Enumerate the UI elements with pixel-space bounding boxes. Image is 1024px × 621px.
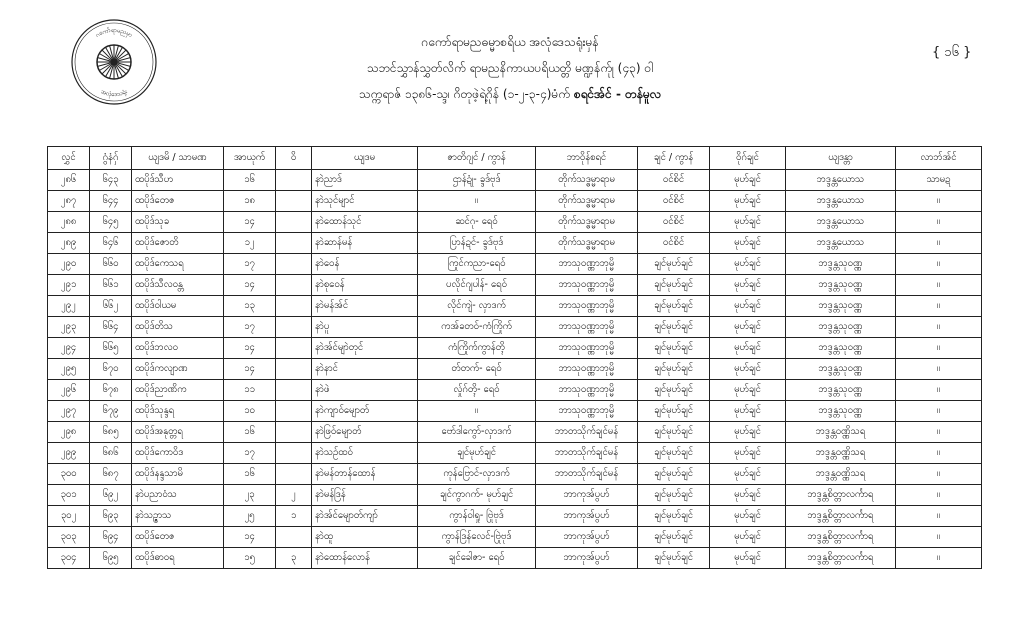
table-cell: [276, 422, 312, 443]
table-cell: ၁၅: [224, 548, 276, 569]
table-cell: ဘာသုဝဏ္ဏာဘုမ္မိ: [536, 401, 638, 422]
table-cell: ၆၉၂: [90, 485, 132, 506]
table-cell: ။: [418, 191, 536, 212]
table-cell: ။: [896, 401, 982, 422]
table-row: [48, 506, 982, 527]
table-cell: နာဲနာင်: [312, 359, 418, 380]
table-cell: ဘဒ္ဒန္တသုဝဏ္ဏ: [786, 296, 896, 317]
table-cell: ချင်မုဟ်ချင်: [418, 443, 536, 464]
table-cell: ချင်မုဟ်ချင်: [638, 359, 710, 380]
table-cell: ဘဒ္ဒန္တယောသ: [786, 191, 896, 212]
column-header: ယျဒမိ / သာမဏ: [132, 147, 224, 170]
table-cell: ဘဒ္ဒန္တသုဝဏ္ဏ: [786, 380, 896, 401]
table-cell: ဘဒ္ဒန္တစိတ္တာလင်္ကာရ: [786, 485, 896, 506]
table-cell: ၃၀၁: [48, 485, 90, 506]
table-cell: ချင်မုဟ်ချင်: [638, 464, 710, 485]
table-row: [48, 191, 982, 212]
table-cell: ၃၀၄: [48, 548, 90, 569]
table-cell: ထပိုဒ်ကောဝိဒ: [132, 443, 224, 464]
table-cell: ထပိုဒ်အနုတ္တရ: [132, 422, 224, 443]
table-cell: ဘဒ္ဒန္တစိတ္တာလင်္ကာရ: [786, 548, 896, 569]
table-row: [48, 233, 982, 254]
header-line-3-title: စရင်အ်င် - တန်မူလ: [573, 87, 662, 101]
table-cell: ။: [896, 338, 982, 359]
table-cell: လိုင်ကျဲ- လှာဒက်: [418, 296, 536, 317]
table-cell: [276, 401, 312, 422]
table-cell: ၆၄၅: [90, 212, 132, 233]
table-cell: ၆၄၄: [90, 191, 132, 212]
table-cell: ။: [418, 401, 536, 422]
table-cell: နာဲပညာဝံသ: [132, 485, 224, 506]
table-cell: ဘာကုအ်ပွဟ်: [536, 485, 638, 506]
column-header: ဝိ: [276, 147, 312, 170]
table-cell: ၆၇၉: [90, 401, 132, 422]
table-cell: ချင်မုဟ်ချင်: [638, 338, 710, 359]
table-cell: မုဟ်ချင်: [710, 548, 786, 569]
table-cell: ။: [896, 296, 982, 317]
seal-bottom-text: အလုံဒေသရုံး: [99, 88, 129, 99]
table-row: [48, 317, 982, 338]
table-cell: နာဲအ်င်မျောတ်ကျာ်: [312, 506, 418, 527]
table-cell: နာဲထောန်လောန်: [312, 548, 418, 569]
table-cell: ဘဒ္ဒန္တဝဏ္ဏိသရ: [786, 464, 896, 485]
table-cell: ချင်ခေါဇာ- ရေဝ်: [418, 548, 536, 569]
table-cell: ၂၉၉: [48, 443, 90, 464]
column-header: ဘာဝိုန်စရင်: [536, 147, 638, 170]
table-cell: ထပိုဒ်သီလဝန္တ: [132, 275, 224, 296]
table-row: [48, 527, 982, 548]
table-cell: ၁၈: [224, 191, 276, 212]
table-cell: ။: [896, 506, 982, 527]
table-cell: ။: [896, 443, 982, 464]
table-cell: ၂၃: [224, 485, 276, 506]
table-cell: ချင်မုဟ်ချင်: [638, 527, 710, 548]
header-line-3: [200, 86, 820, 102]
table-cell: [276, 275, 312, 296]
table-cell: ၁: [276, 506, 312, 527]
table-header-row: [48, 147, 982, 170]
table-cell: ။: [896, 275, 982, 296]
table-cell: ထပိုဒ်ဇောတိ: [132, 233, 224, 254]
table-cell: ။: [896, 422, 982, 443]
table-cell: ၂၉၇: [48, 401, 90, 422]
table-row: [48, 359, 982, 380]
table-cell: ၁၄: [224, 527, 276, 548]
table-cell: နာဲသဉ္ဇာသ: [132, 506, 224, 527]
table-cell: ဝင်စိင်: [638, 191, 710, 212]
table-cell: ဘာသုဝဏ္ဏာဘုမ္မိ: [536, 275, 638, 296]
table-cell: ကအ်ခတဝ်-ကံကြိုက်: [418, 317, 536, 338]
table-cell: ၆၄၆: [90, 233, 132, 254]
column-header: ချင် / ကွာန်: [638, 147, 710, 170]
table-row: [48, 212, 982, 233]
header-line-3-prefix: သက္ကရာဇ် ၁၃၈၆-သ္ဒ၊ ဂိတုဖဲ့ရဲ့ဂိုန် (၁-၂-၃-၄)မံက်: [358, 87, 570, 101]
table-cell: ၆၆၅: [90, 338, 132, 359]
table-cell: ချင်ကွာဂက်- မုဟ်ချင်: [418, 485, 536, 506]
table-cell: နာဲဖဲ: [312, 380, 418, 401]
column-header: လာဘ်အ်င်: [896, 147, 982, 170]
table-cell: ၆၆၁: [90, 275, 132, 296]
table-cell: ချင်မုဟ်ချင်: [638, 485, 710, 506]
column-header: အာယုက်: [224, 147, 276, 170]
table-cell: ထပိုဒ်သုန္ဒရ: [132, 401, 224, 422]
table-cell: နာဲစုဝေန်: [312, 275, 418, 296]
table-cell: ကုန်ဗြောင်-လှာဒက်: [418, 464, 536, 485]
table-cell: ၂၉၈: [48, 422, 90, 443]
table-cell: ချင်မုဟ်ချင်: [638, 443, 710, 464]
table-cell: ။: [896, 548, 982, 569]
table-cell: ၁၇: [224, 317, 276, 338]
table-cell: မုဟ်ချင်: [710, 359, 786, 380]
table-cell: ဗော်ဒါကွော်-လှာဒက်: [418, 422, 536, 443]
table-cell: မုဟ်ချင်: [710, 485, 786, 506]
table-cell: ၆၉၃: [90, 506, 132, 527]
table-cell: [276, 254, 312, 275]
table-row: [48, 275, 982, 296]
table-cell: ဝင်စိင်: [638, 170, 710, 191]
table-cell: ၃: [276, 548, 312, 569]
table-cell: ၁၆: [224, 464, 276, 485]
table-cell: ၁၆: [224, 422, 276, 443]
document-header: [200, 34, 820, 112]
table-cell: ။: [896, 317, 982, 338]
table-cell: ဘဒ္ဒန္တယောသ: [786, 212, 896, 233]
table-cell: [276, 464, 312, 485]
table-cell: ချင်မုဟ်ချင်: [638, 254, 710, 275]
table-cell: ။: [896, 212, 982, 233]
table-cell: [276, 170, 312, 191]
table-cell: ထပိုဒ်ဓာဝရ: [132, 548, 224, 569]
table-cell: ၁၄: [224, 275, 276, 296]
table-cell: နာဲသဉ်ထဝ်: [312, 443, 418, 464]
table-cell: ဘဒ္ဒန္တစိတ္တာလင်္ကာရ: [786, 527, 896, 548]
table-cell: ။: [896, 527, 982, 548]
column-header: ဇာတိဂျင် / ကွာန်: [418, 147, 536, 170]
table-cell: မုဟ်ချင်: [710, 338, 786, 359]
table-cell: ချင်မုဟ်ချင်: [638, 401, 710, 422]
table-cell: ၂၅: [224, 506, 276, 527]
table-cell: [276, 233, 312, 254]
table-cell: ၂၉၅: [48, 359, 90, 380]
table-cell: ကြုင်ကညာ-ရေဝ်: [418, 254, 536, 275]
table-cell: မုဟ်ချင်: [710, 317, 786, 338]
table-cell: ၂၉၃: [48, 317, 90, 338]
table-cell: [276, 191, 312, 212]
table-cell: ထပိုဒ်တိသ: [132, 317, 224, 338]
table-cell: ဘာသုဝဏ္ဏာဘုမ္မိ: [536, 359, 638, 380]
table-cell: ကွာန်ဒြန်လေင်-ဗြုဲဗုဒ်: [418, 527, 536, 548]
table-cell: ။: [896, 359, 982, 380]
table-cell: ၆၉၄: [90, 527, 132, 548]
table-cell: ။: [896, 191, 982, 212]
table-cell: မုဟ်ချင်: [710, 233, 786, 254]
table-cell: ထပိုဒ်သီဟ: [132, 170, 224, 191]
table-row: [48, 485, 982, 506]
table-cell: ထပိုဒ်ဝါယမ: [132, 296, 224, 317]
table-cell: မုဟ်ချင်: [710, 296, 786, 317]
table-cell: မုဟ်ချင်: [710, 464, 786, 485]
table-cell: မုဟ်ချင်: [710, 254, 786, 275]
table-cell: နာဲကျာဝ်မျောတ်: [312, 401, 418, 422]
table-cell: ၁၄: [224, 338, 276, 359]
seal-top-text: ဂကော်ရာမညမှာ: [94, 26, 134, 39]
table-cell: ထပိုဒ်ညာဏိက: [132, 380, 224, 401]
column-header: ဝိုဂ်ချင်: [710, 147, 786, 170]
table-cell: ၆၈၇: [90, 464, 132, 485]
table-cell: ချင်မုဟ်ချင်: [638, 296, 710, 317]
table-cell: ကံကြိုက်ကွာန်တ္ၚိ: [418, 338, 536, 359]
table-cell: ဘဒ္ဒန္တသုဝဏ္ဏ: [786, 338, 896, 359]
table-cell: ၆၆၄: [90, 317, 132, 338]
table-cell: မုဟ်ချင်: [710, 401, 786, 422]
table-cell: ၆၆၂: [90, 296, 132, 317]
table-cell: ၆၉၅: [90, 548, 132, 569]
table-cell: နာဲဆာန်မန်: [312, 233, 418, 254]
table-cell: သာမဍ: [896, 170, 982, 191]
table-cell: ဘဒ္ဒန္တသုဝဏ္ဏ: [786, 317, 896, 338]
table-cell: ၆၄၃: [90, 170, 132, 191]
table-cell: မုဟ်ချင်: [710, 191, 786, 212]
table-cell: ဘဒ္ဒန္တသုဝဏ္ဏ: [786, 401, 896, 422]
table-cell: ဘာတသိုက်ချင်မန်: [536, 443, 638, 464]
table-cell: မုဟ်ချင်: [710, 212, 786, 233]
table-cell: ထပိုဒ်တေဇ: [132, 527, 224, 548]
table-cell: [276, 212, 312, 233]
column-header: လွှင်: [48, 147, 90, 170]
table-cell: ၂၉၀: [48, 254, 90, 275]
table-cell: နာဲထူ: [312, 527, 418, 548]
table-cell: နာဲမန်တာန်ထောန်: [312, 464, 418, 485]
table-cell: ၂: [276, 485, 312, 506]
table-cell: တိုက်သဒ္ဓမ္မာရာမ: [536, 191, 638, 212]
table-row: [48, 170, 982, 191]
table-cell: ၆၆၀: [90, 254, 132, 275]
table-cell: ထပိုဒ်ကေသရ: [132, 254, 224, 275]
table-cell: ဘဒ္ဒန္တသုဝဏ္ဏ: [786, 275, 896, 296]
table-cell: ဘာသုဝဏ္ဏာဘုမ္မိ: [536, 338, 638, 359]
table-cell: ၁၇: [224, 443, 276, 464]
table-cell: ဌာန်ဍုံ- ခ္ဒဒ်ဗုဒ်: [418, 170, 536, 191]
table-cell: ၂၉၁: [48, 275, 90, 296]
table-cell: တိုက်သဒ္ဓမ္မာရာမ: [536, 233, 638, 254]
table-cell: [276, 296, 312, 317]
column-header: ယျဒန္တာ: [786, 147, 896, 170]
table-cell: ၂၉၄: [48, 338, 90, 359]
table-cell: ၂၈၇: [48, 191, 90, 212]
table-cell: [276, 527, 312, 548]
table-cell: ၆၇၀: [90, 359, 132, 380]
table-cell: ဝင်စိင်: [638, 233, 710, 254]
table-cell: ၂၈၆: [48, 170, 90, 191]
table-cell: ၆၈၅: [90, 422, 132, 443]
table-cell: မုဟ်ချင်: [710, 443, 786, 464]
table-cell: မုဟ်ချင်: [710, 527, 786, 548]
table-cell: ။: [896, 254, 982, 275]
table-cell: မုဟ်ချင်: [710, 506, 786, 527]
table-cell: ၁၂: [224, 233, 276, 254]
table-cell: တိုက်သဒ္ဓမ္မာရာမ: [536, 170, 638, 191]
header-line-1: ဂကော်ရာမညဓမ္မာစရိယ အလုံဒေသရုံးမှန်: [421, 35, 599, 49]
table-cell: မုဟ်ချင်: [710, 275, 786, 296]
table-cell: ထပိုဒ်နန္ဒသာမိ: [132, 464, 224, 485]
table-cell: ၃၀၂: [48, 506, 90, 527]
table-cell: ၂၈၉: [48, 233, 90, 254]
table-cell: လှ်ုဂ်တ္ၚိ- ရေဝ်: [418, 380, 536, 401]
table-cell: နာဲအ်င်မျာဲတုင်: [312, 338, 418, 359]
table-cell: ဘာကုအ်ပွဟ်: [536, 548, 638, 569]
table-cell: ဝင်စိင်: [638, 212, 710, 233]
table-cell: ဘာတသိုက်ချင်မန်: [536, 422, 638, 443]
table-cell: နာဲဝေန်: [312, 254, 418, 275]
table-cell: ဘာသုဝဏ္ဏာဘုမ္မိ: [536, 380, 638, 401]
table-cell: ။: [896, 464, 982, 485]
table-cell: ချင်မုဟ်ချင်: [638, 317, 710, 338]
column-header: ယျဒမ: [312, 147, 418, 170]
table-cell: နာဲထောန်သုင်: [312, 212, 418, 233]
table-row: [48, 338, 982, 359]
table-row: [48, 380, 982, 401]
table-cell: ဘာကုအ်ပွဟ်: [536, 527, 638, 548]
table-cell: ကွာန်ဝါရှု- ဗြုဲဗုဒ်: [418, 506, 536, 527]
table-row: [48, 464, 982, 485]
table-cell: ဘဒ္ဒန္တယောသ: [786, 233, 896, 254]
register-table: [47, 146, 982, 569]
table-row: [48, 443, 982, 464]
svg-text:အလုံဒေသရုံး: [100, 88, 129, 99]
table-cell: ၆၇၈: [90, 380, 132, 401]
table-cell: ဘဒ္ဒန္တသုဝဏ္ဏ: [786, 359, 896, 380]
table-cell: မုဟ်ချင်: [710, 170, 786, 191]
table-cell: ဘဒ္ဒန္တဝဏ္ဏိသရ: [786, 443, 896, 464]
table-cell: ထပိုဒ်ကလျာဏ: [132, 359, 224, 380]
table-cell: ။: [896, 485, 982, 506]
table-cell: ပြာန်ဍင်- ခ္ဒဒ်ဗုဒ်: [418, 233, 536, 254]
table-cell: ဘဒ္ဒန္တယောသ: [786, 170, 896, 191]
table-cell: မုဟ်ချင်: [710, 380, 786, 401]
header-line-2: သဘင်သွှာန်သွှတ်လိက် ရာမညနိကာယပရိယတ္တိ မဏ္ဍန်က်ုု (၄၃) ဝါ: [366, 61, 654, 75]
table-cell: ထပိုဒ်ဘလဝ: [132, 338, 224, 359]
table-cell: ဘာကုအ်ပွဟ်: [536, 506, 638, 527]
table-cell: ထပိုဒ်သုခ: [132, 212, 224, 233]
table-cell: ပလိုင်ဂျပါန်- ရေဝ်: [418, 275, 536, 296]
table-cell: ဘဒ္ဒန္တစိတ္တာလင်္ကာရ: [786, 506, 896, 527]
table-cell: ချင်မုဟ်ချင်: [638, 548, 710, 569]
table-cell: ၁၄: [224, 359, 276, 380]
table-cell: နာဲညာဒ်: [312, 170, 418, 191]
table-cell: ၁၇: [224, 254, 276, 275]
table-cell: [276, 359, 312, 380]
table-cell: ဘာသုဝဏ္ဏာဘုမ္မိ: [536, 317, 638, 338]
table-cell: ၆၈၆: [90, 443, 132, 464]
table-cell: ၂၉၆: [48, 380, 90, 401]
column-header: ဂွံနံဂှ်: [90, 147, 132, 170]
table-cell: [276, 380, 312, 401]
table-cell: ချင်မုဟ်ချင်: [638, 275, 710, 296]
table-cell: ၁၆: [224, 170, 276, 191]
table-cell: ဘဒ္ဒန္တသုဝဏ္ဏ: [786, 254, 896, 275]
table-row: [48, 548, 982, 569]
table-cell: နာဲမန်ဒြန်: [312, 485, 418, 506]
table-cell: [276, 443, 312, 464]
table-cell: ချင်မုဟ်ချင်: [638, 422, 710, 443]
table-cell: ၃၀၀: [48, 464, 90, 485]
table-cell: ၁၄: [224, 212, 276, 233]
table-cell: နာဲပူ: [312, 317, 418, 338]
table-row: [48, 422, 982, 443]
table-cell: ၃၀၃: [48, 527, 90, 548]
table-cell: ။: [896, 380, 982, 401]
table-cell: ဆင်ဂု- ရေဝ်: [418, 212, 536, 233]
table-cell: နာဲဖြဝ်မျောတ်: [312, 422, 418, 443]
table-cell: ၂၉၂: [48, 296, 90, 317]
table-cell: ၂၈၈: [48, 212, 90, 233]
table-cell: နာဲသုင်မျာင်: [312, 191, 418, 212]
table-cell: [276, 338, 312, 359]
temple-seal-logo: [70, 18, 158, 106]
svg-text:ဂကော်ရာမညမှာ: [94, 26, 133, 40]
table-cell: ချင်မုဟ်ချင်: [638, 506, 710, 527]
table-cell: ၁၁: [224, 380, 276, 401]
table-cell: ဘဒ္ဒန္တဝဏ္ဏိသရ: [786, 422, 896, 443]
table-cell: ။: [896, 233, 982, 254]
table-cell: နာဲမန်အ်င်: [312, 296, 418, 317]
table-cell: တိုက်သဒ္ဓမ္မာရာမ: [536, 212, 638, 233]
table-cell: [276, 317, 312, 338]
table-cell: ဘာတသိုက်ချင်မန်: [536, 464, 638, 485]
table-row: [48, 401, 982, 422]
table-cell: ဘာသုဝဏ္ဏာဘုမ္မိ: [536, 254, 638, 275]
table-cell: ထပိုဒ်တေဇ: [132, 191, 224, 212]
table-cell: ဘာသုဝဏ္ဏာဘုမ္မိ: [536, 296, 638, 317]
table-row: [48, 296, 982, 317]
table-cell: တ်တက်- ရေဝ်: [418, 359, 536, 380]
table-cell: ၁၀: [224, 401, 276, 422]
table-cell: မုဟ်ချင်: [710, 422, 786, 443]
table-cell: ချင်မုဟ်ချင်: [638, 380, 710, 401]
page-number: { ၁၆ }: [932, 45, 972, 60]
table-row: [48, 254, 982, 275]
table-cell: ၁၃: [224, 296, 276, 317]
